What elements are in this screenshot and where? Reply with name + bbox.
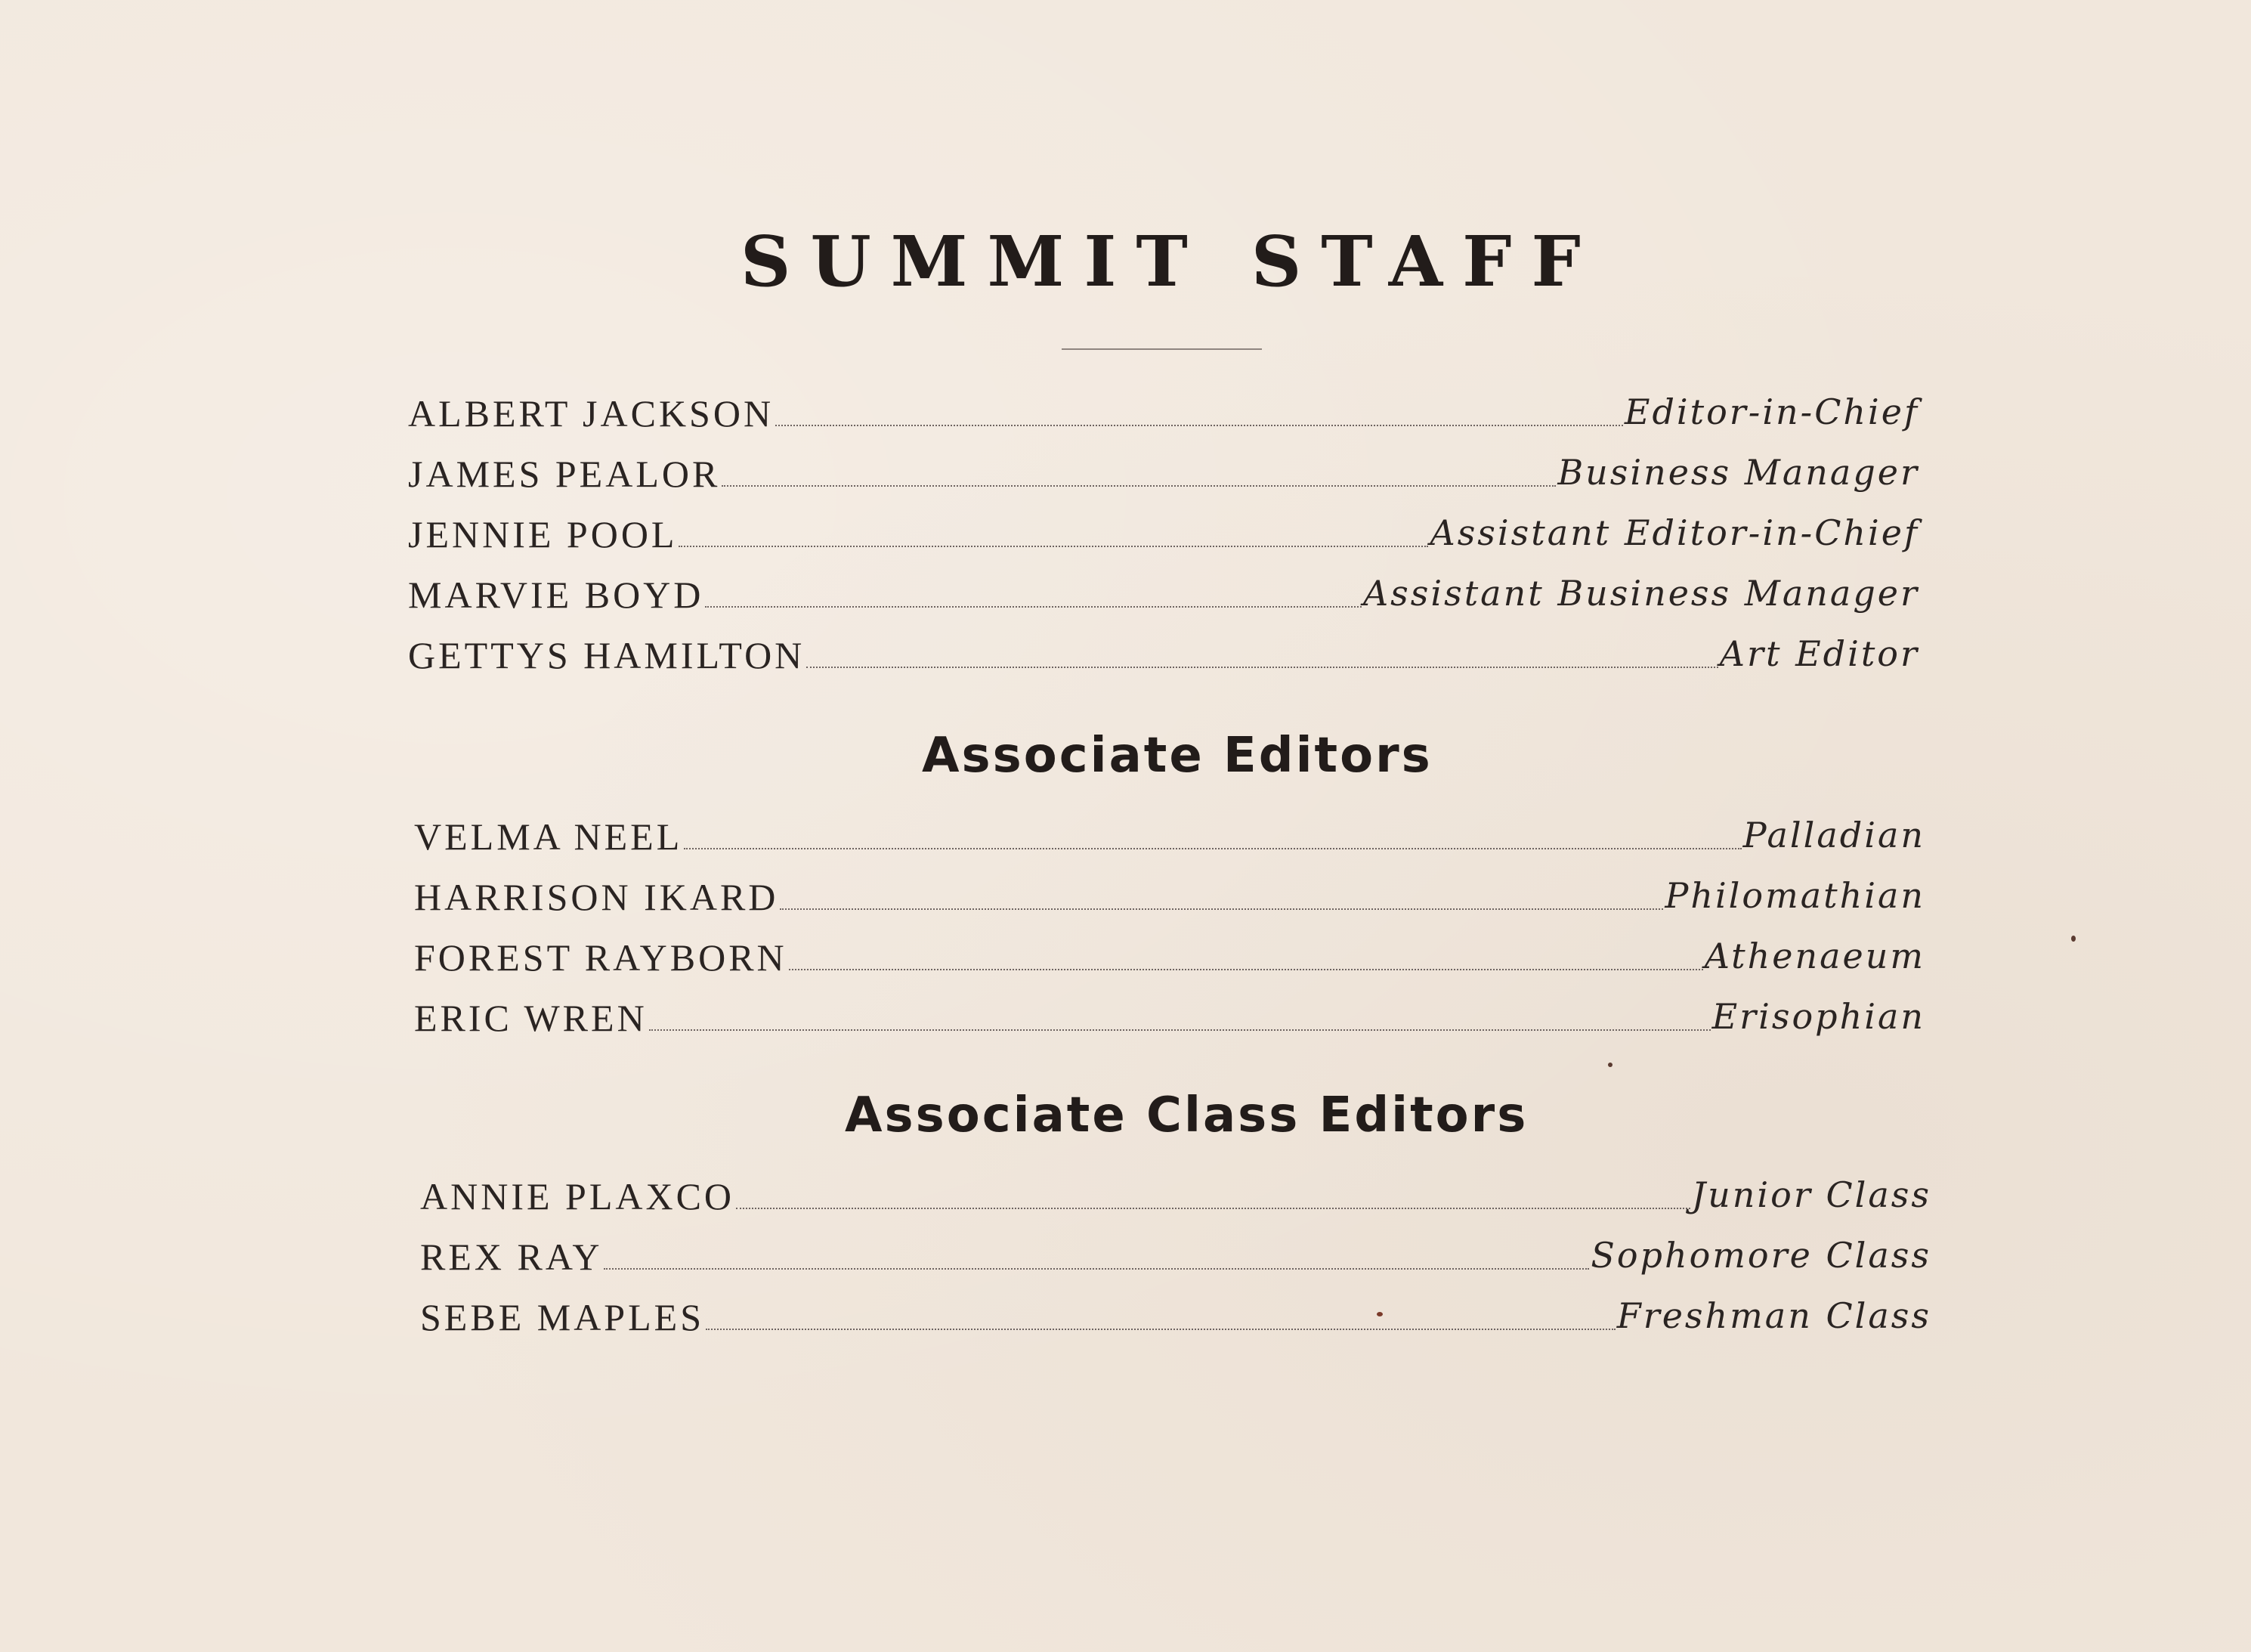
associate-editor-row (414, 869, 1925, 917)
dot-leader (705, 606, 1362, 608)
staff-role: Art Editor (1719, 633, 1919, 674)
associate-editor-name: FOREST RAYBORN (414, 936, 787, 979)
paper-speck (2071, 936, 2076, 942)
dot-leader (806, 667, 1718, 668)
associate-editor-society: Erisophian (1711, 996, 1925, 1037)
paper-speck (1377, 1312, 1383, 1316)
staff-row (408, 567, 1919, 615)
staff-name: GETTYS HAMILTON (408, 634, 805, 676)
staff-name: MARVIE BOYD (408, 574, 704, 616)
associate-editor-row (414, 930, 1925, 978)
class-editor-class: Freshman Class (1616, 1295, 1931, 1336)
staff-role: Assistant Editor-in-Chief (1430, 512, 1919, 553)
dot-leader (604, 1268, 1589, 1270)
class-editor-name: ANNIE PLAXCO (420, 1175, 735, 1217)
associate-editor-name: HARRISON IKARD (414, 876, 779, 918)
associate-editor-row (414, 809, 1925, 857)
associate-class-editors-heading: Associate Class Editors (845, 1087, 1529, 1143)
class-editor-class: Sophomore Class (1591, 1235, 1931, 1276)
associate-editor-society: Palladian (1742, 815, 1925, 855)
staff-name: JAMES PEALOR (408, 453, 721, 495)
class-editor-row (420, 1229, 1931, 1277)
associate-editor-society: Philomathian (1665, 875, 1925, 916)
title-divider (1062, 348, 1262, 350)
dot-leader (780, 908, 1663, 910)
dot-leader (775, 425, 1623, 426)
staff-row (408, 627, 1919, 676)
class-editor-class: Junior Class (1691, 1174, 1931, 1215)
dot-leader (722, 485, 1556, 487)
dot-leader (684, 848, 1741, 849)
dot-leader (736, 1208, 1690, 1209)
associate-editor-row (414, 990, 1925, 1038)
dot-leader (789, 969, 1703, 970)
class-editor-row (420, 1168, 1931, 1217)
staff-role: Assistant Business Manager (1362, 573, 1919, 614)
class-editor-name: SEBE MAPLES (420, 1296, 705, 1338)
page-title: SUMMIT STAFF (741, 221, 1600, 302)
dot-leader (649, 1029, 1711, 1031)
associate-editors-heading: Associate Editors (922, 728, 1433, 784)
staff-row (408, 506, 1919, 555)
staff-role: Editor-in-Chief (1624, 391, 1919, 432)
staff-role: Business Manager (1557, 452, 1919, 493)
dot-leader (679, 546, 1428, 547)
associate-editor-name: ERIC WREN (414, 997, 648, 1039)
staff-name: JENNIE POOL (408, 513, 678, 555)
paper-speck (1608, 1063, 1612, 1067)
class-editor-row (420, 1289, 1931, 1338)
staff-row (408, 446, 1919, 494)
associate-editor-society: Athenaeum (1704, 936, 1925, 976)
staff-row (408, 385, 1919, 434)
associate-editor-name: VELMA NEEL (414, 815, 683, 858)
dot-leader (706, 1329, 1616, 1330)
staff-name: ALBERT JACKSON (408, 392, 775, 435)
class-editor-name: REX RAY (420, 1236, 603, 1278)
